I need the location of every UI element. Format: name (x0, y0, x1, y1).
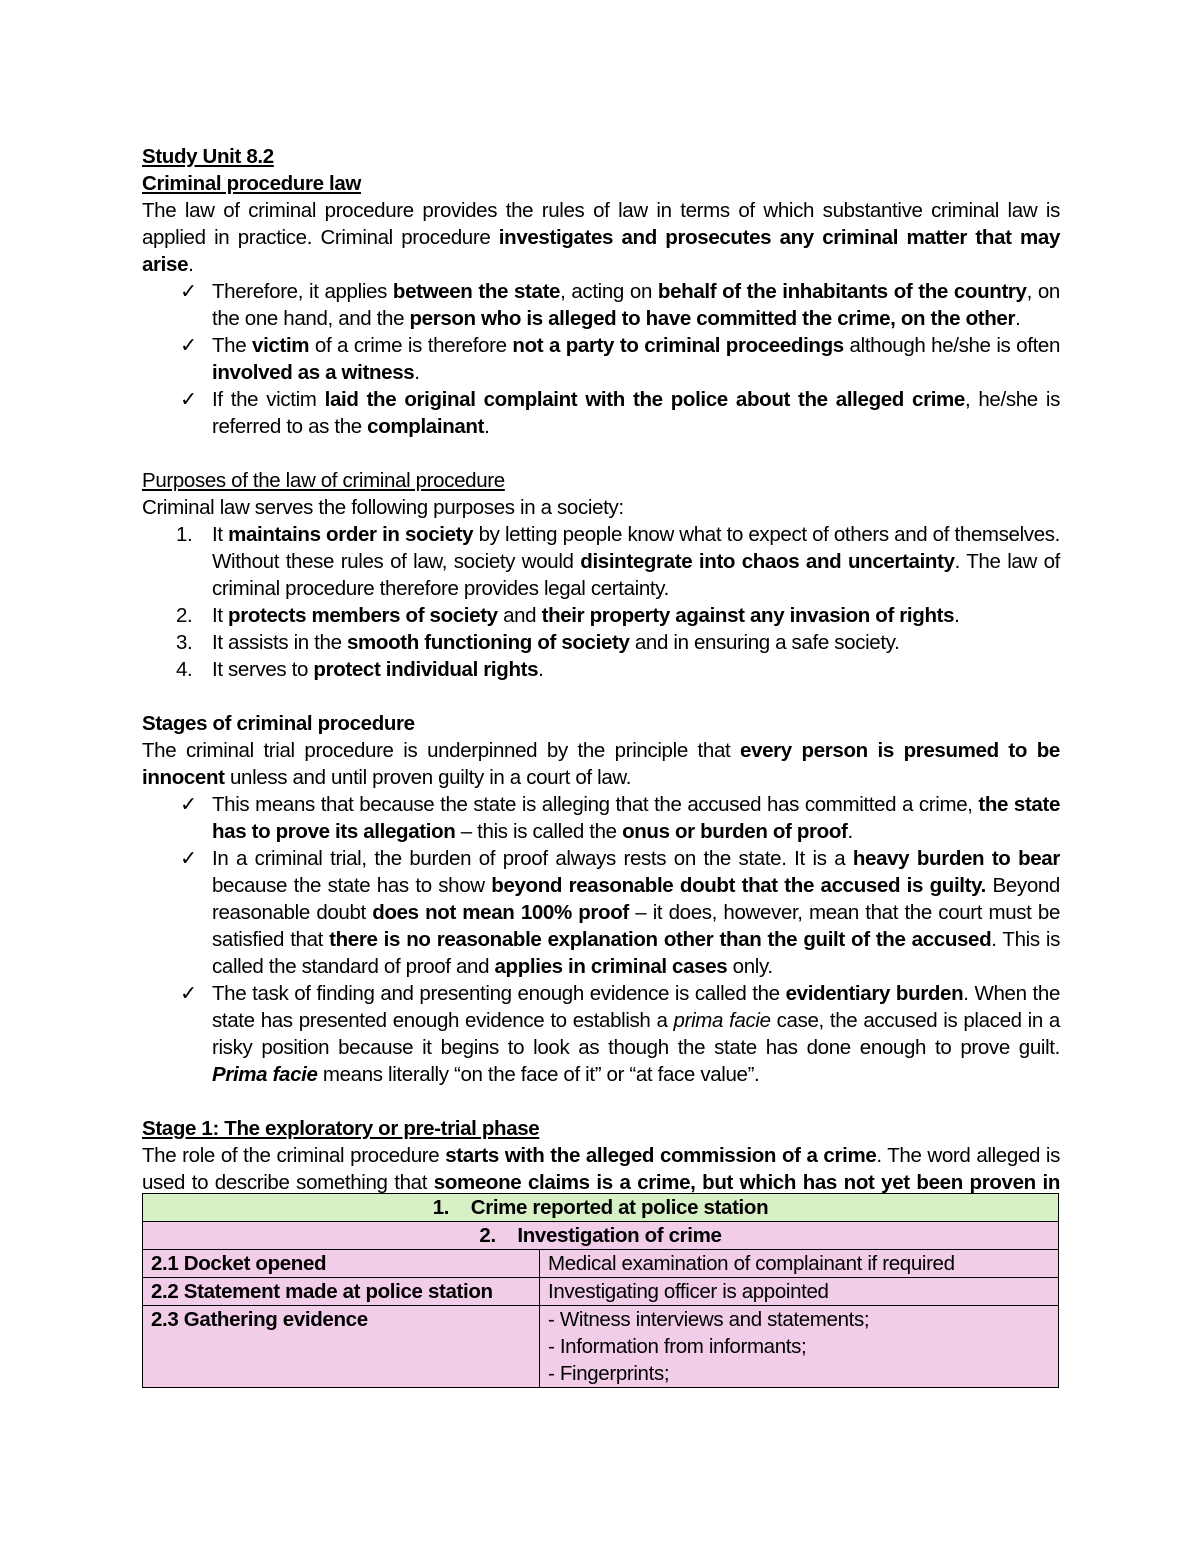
table-header-cell: 1. Crime reported at police station (143, 1194, 1059, 1222)
list-item: 1. It maintains order in society by letting people know what to expect of others and of themselves. Without these rules of law, society would disintegrate into chaos and uncertainty. The law of criminal procedure therefore provides legal certainty. (176, 523, 1061, 600)
list-item: ✓ This means that because the state is alleging that the accused has committed a crime, the state has to prove its allegation – this is called the onus or burden of proof. (180, 793, 1060, 843)
intro-paragraph: The law of criminal procedure provides the rules of law in terms of which substantive criminal law is applied in practice. Criminal procedure investigates and prosecutes any criminal matter that may arise. (142, 199, 1060, 276)
table-cell: Medical examination of complainant if required (540, 1250, 1059, 1278)
list-item: 4. It serves to protect individual rights. (176, 658, 544, 681)
purposes-lead: Criminal law serves the following purposes in a society: (142, 496, 624, 519)
study-unit-heading: Study Unit 8.2 (142, 145, 274, 168)
check-icon: ✓ (180, 847, 197, 870)
check-icon: ✓ (180, 982, 197, 1005)
procedure-table (142, 1193, 1059, 1388)
table-row (143, 1250, 1059, 1278)
table-cell: Investigating officer is appointed (540, 1278, 1059, 1306)
table-row (143, 1278, 1059, 1306)
list-item: ✓ The victim of a crime is therefore not a party to criminal proceedings although he/she is often involved as a witness. (180, 334, 1061, 384)
table-header-cell: 2. Investigation of crime (143, 1222, 1059, 1250)
list-item: 2. It protects members of society and their property against any invasion of rights. (176, 604, 960, 627)
stage1-paragraph: The role of the criminal procedure starts with the alleged commission of a crime. The word alleged is used to describe something that someone claims is a crime, but which has not yet been proven in court. (142, 1144, 1060, 1221)
list-item: ✓ In a criminal trial, the burden of proof always rests on the state. It is a heavy burden to bear because the state has to show beyond reasonable doubt that the accused is guilty. Beyond reasonable doubt does not mean 100% proof – it does, however, mean that the court must be satisfied that there is no reasonable explanation other than the guilt of the accused. This is called the standard of proof and applies in criminal cases only. (180, 847, 1061, 978)
stage1-title: Stage 1: The exploratory or pre-trial phase (142, 1117, 540, 1140)
table-cell: 2.2 Statement made at police station (143, 1278, 540, 1306)
table-row (143, 1222, 1059, 1250)
stages-checklist (142, 791, 1060, 1088)
purposes-list (142, 521, 1060, 683)
check-icon: ✓ (180, 334, 197, 357)
check-icon: ✓ (180, 793, 197, 816)
table-cell: 2.1 Docket opened (143, 1250, 540, 1278)
table-row (143, 1194, 1059, 1222)
list-item: ✓ If the victim laid the original complaint with the police about the alleged crime, he/she is referred to as the complainant. (180, 388, 1060, 438)
section-title: Criminal procedure law (142, 172, 362, 195)
document-page (142, 143, 1060, 1223)
table-cell: 2.3 Gathering evidence (143, 1306, 540, 1388)
intro-checklist (142, 278, 1060, 440)
purposes-title: Purposes of the law of criminal procedure (142, 469, 505, 492)
evidence-line: - Fingerprints; (548, 1362, 670, 1385)
evidence-line: - Information from informants; (548, 1335, 807, 1358)
evidence-line: - Witness interviews and statements; (548, 1308, 870, 1331)
stages-lead: The criminal trial procedure is underpinned by the principle that every person is presumed to be innocent unless and until proven guilty in a court of law. (142, 739, 1060, 789)
list-item: 3. It assists in the smooth functioning of society and in ensuring a safe society. (176, 631, 900, 654)
stages-title: Stages of criminal procedure (142, 712, 415, 735)
table-row (143, 1306, 1059, 1388)
list-item: ✓ The task of finding and presenting enough evidence is called the evidentiary burden. When the state has presented enough evidence to establish a prima facie case, the accused is placed in a risky position because it begins to look as though the state has done enough to prove guilt. Prima facie means literally “on the face of it” or “at face value”. (180, 982, 1060, 1086)
table-cell (540, 1306, 1059, 1388)
check-icon: ✓ (180, 388, 197, 411)
check-icon: ✓ (180, 280, 197, 303)
list-item: ✓ Therefore, it applies between the state, acting on behalf of the inhabitants of the country, on the one hand, and the person who is alleged to have committed the crime, on the other. (180, 280, 1060, 330)
